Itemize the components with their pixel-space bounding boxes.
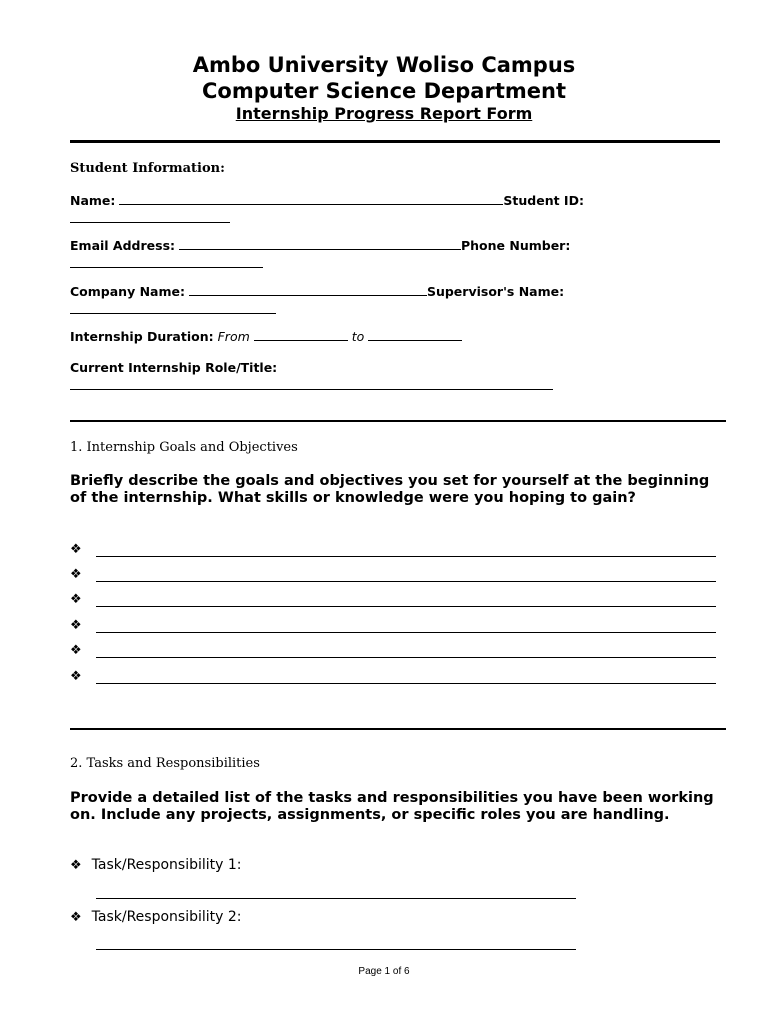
goal-line-1[interactable]	[70, 543, 720, 559]
company-blank[interactable]	[189, 283, 427, 296]
student-info-heading: Student Information:	[70, 161, 225, 176]
answer-line[interactable]	[96, 606, 716, 607]
page-number: Page 1 of 6	[358, 966, 410, 977]
to-label: to	[351, 329, 365, 344]
document-header	[0, 52, 768, 124]
role-label: Current Internship Role/Title:	[70, 360, 278, 375]
diamond-bullet-icon: ❖	[70, 910, 82, 925]
duration-field[interactable]	[70, 328, 730, 346]
to-blank[interactable]	[368, 328, 462, 341]
phone-label: Phone Number:	[461, 238, 571, 253]
diamond-bullet-icon: ❖	[70, 669, 82, 684]
role-blank[interactable]	[70, 377, 553, 390]
task-2-label: Task/Responsibility 2:	[91, 909, 242, 925]
goal-line-2[interactable]	[70, 568, 720, 584]
email-phone-field[interactable]	[70, 237, 730, 273]
section2-prompt: Provide a detailed list of the tasks and responsibilities you have been working on. Include any projects, assignments, or specific roles you are handling.	[70, 790, 714, 823]
goal-line-3[interactable]	[70, 593, 720, 609]
from-label: From	[217, 329, 250, 344]
section-divider-2	[70, 728, 726, 730]
company-label: Company Name:	[70, 284, 185, 299]
answer-line[interactable]	[96, 581, 716, 582]
diamond-bullet-icon: ❖	[70, 858, 82, 873]
goal-line-5[interactable]	[70, 644, 720, 660]
goal-line-4[interactable]	[70, 619, 720, 635]
diamond-bullet-icon: ❖	[70, 567, 82, 582]
answer-line[interactable]	[96, 657, 716, 658]
task-1-answer-line[interactable]	[96, 898, 576, 899]
name-blank[interactable]	[119, 192, 503, 205]
duration-label: Internship Duration:	[70, 329, 214, 344]
student-id-label: Student ID:	[503, 193, 584, 208]
name-studentid-field[interactable]	[70, 192, 730, 228]
header-divider	[70, 140, 720, 143]
section2-heading: 2. Tasks and Responsibilities	[70, 756, 260, 771]
student-id-blank[interactable]	[70, 210, 230, 223]
name-label: Name:	[70, 193, 116, 208]
email-label: Email Address:	[70, 238, 176, 253]
section1-heading: 1. Internship Goals and Objectives	[70, 440, 298, 455]
supervisor-label: Supervisor's Name:	[426, 284, 565, 299]
section-divider-1	[70, 420, 726, 422]
diamond-bullet-icon: ❖	[70, 643, 82, 658]
diamond-bullet-icon: ❖	[70, 618, 82, 633]
diamond-bullet-icon: ❖	[70, 592, 82, 607]
department-name: Computer Science Department	[201, 79, 566, 103]
answer-line[interactable]	[96, 556, 716, 557]
diamond-bullet-icon: ❖	[70, 542, 82, 557]
task-2-answer-line[interactable]	[96, 949, 576, 950]
answer-line[interactable]	[96, 683, 716, 684]
supervisor-blank[interactable]	[70, 301, 276, 314]
university-name: Ambo University Woliso Campus	[192, 53, 576, 77]
company-supervisor-field[interactable]	[70, 283, 730, 319]
form-title: Internship Progress Report Form	[235, 104, 533, 123]
role-field[interactable]	[70, 359, 730, 395]
from-blank[interactable]	[254, 328, 348, 341]
task-2	[70, 909, 242, 925]
task-1-label: Task/Responsibility 1:	[91, 857, 242, 873]
phone-blank[interactable]	[70, 255, 263, 268]
email-blank[interactable]	[179, 237, 461, 250]
answer-line[interactable]	[96, 632, 716, 633]
section1-prompt: Briefly describe the goals and objectives you set for yourself at the beginning of the internship. What skills or knowledge were you hoping to gain?	[70, 473, 710, 506]
goal-line-6[interactable]	[70, 670, 720, 686]
task-1	[70, 857, 242, 873]
